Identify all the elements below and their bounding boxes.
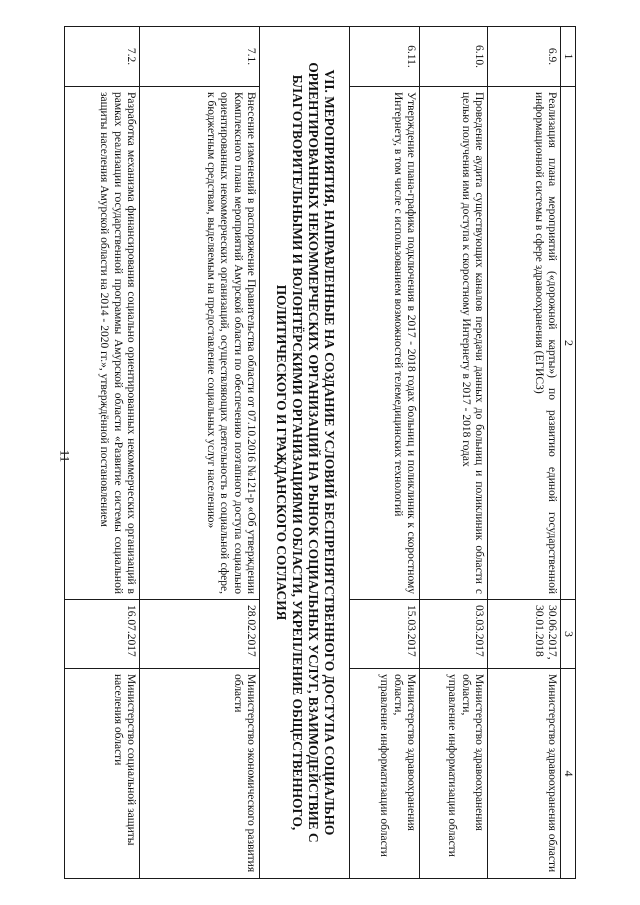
- event-description: Разработка механизма финансирования социально ориентированных некоммерческих организаций в рамках реализации государственной программы Амурской области «Развитие системы социальной защиты населения Амурской области на 2014 - 2020 гг.», утверждённой постановлением: [65, 87, 140, 600]
- row-number: 7.1.: [140, 27, 260, 87]
- event-description: Утверждение плана-графика подключения в 2017 - 2018 годах больниц и поликлиник к скоростному Интернету, в том числе с использованием возможностей телемедицинских технологий: [350, 87, 420, 600]
- header-cell: 3: [561, 600, 576, 669]
- header-row: [561, 27, 576, 879]
- row-number: 6.10.: [420, 27, 488, 87]
- row-number: 6.9.: [488, 27, 561, 87]
- responsible-line: Министерство здравоохранения области,: [391, 674, 418, 831]
- responsible-line: Министерство здравоохранения области,: [459, 674, 486, 831]
- header-cell: 1: [561, 27, 576, 87]
- responsible-line: управление информатизации области: [378, 674, 391, 857]
- table-row: [140, 27, 260, 879]
- deadline: 16.07.2017: [65, 600, 140, 669]
- responsible-line: управление информатизации области: [446, 674, 459, 857]
- table-row: [350, 27, 420, 879]
- table-row: [65, 27, 140, 879]
- responsible-line: Министерство здравоохранения области: [546, 674, 559, 873]
- event-description: Внесение изменений в распоряжение Правительства области от 07.10.2016 №121-р «Об утверждении Комплексного плана мероприятий Амурской области по обеспечению поэтапного доступа социально ориентированных некоммерческих организаций, осуществляющих деятельность в социальной сфере, к бюджетным средствам, выделяемым на предоставление социальных услуг населению»: [140, 87, 260, 600]
- page-number: 11: [57, 449, 73, 463]
- deadline: 28.02.2017: [140, 600, 260, 669]
- header-cell: 2: [561, 87, 576, 600]
- row-number: 6.11.: [350, 27, 420, 87]
- deadline: 03.03.2017: [420, 600, 488, 669]
- responsible: [350, 669, 420, 879]
- event-description: Реализация плана мероприятий («дорожной карты») по развитию единой государственной информационной системы в сфере здравоохранения (ЕГИСЗ): [488, 87, 561, 600]
- responsible-line: Министерство экономического развития области: [231, 674, 258, 873]
- table-row: [488, 27, 561, 879]
- section-heading: VII. МЕРОПРИЯТИЯ, НАПРАВЛЕННЫЕ НА СОЗДАНИЕ УСЛОВИЙ БЕСПРЕПЯТСТВЕННОГО ДОСТУПА СОЦИАЛЬНО ОРИЕНТИРОВАННЫХ НЕКОММЕРЧЕСКИХ ОРГАНИЗАЦИЙ НА РЫНОК СОЦИАЛЬНЫХ УСЛУГ, ВЗАИМОДЕЙСТВИЕ С БЛАГОТВОРИТЕЛЬНЫМИ И ВОЛОНТЁРСКИМИ ОРГАНИЗАЦИЯМИ ОБЛАСТИ, УКРЕПЛЕНИЕ ОБЩЕСТВЕННОГО, ПОЛИТИЧЕСКОГО И ГРАЖДАНСКОГО СОГЛАСИЯ: [260, 27, 350, 879]
- events-table: [64, 26, 576, 879]
- responsible-line: Министерство социальной защиты населения области: [111, 674, 138, 846]
- table-row: [420, 27, 488, 879]
- responsible: [420, 669, 488, 879]
- responsible: [140, 669, 260, 879]
- section-row: [260, 27, 350, 879]
- row-number: 7.2.: [65, 27, 140, 87]
- deadline: 15.03.2017: [350, 600, 420, 669]
- deadline: 30.06.2017, 30.01.2018: [488, 600, 561, 669]
- responsible: [65, 669, 140, 879]
- event-description: Проведение аудита существующих каналов передачи данных до больниц и поликлиник области с целью получения ими доступа к скоростному Интернету в 2017 - 2018 годах: [420, 87, 488, 600]
- rotated-page: [64, 26, 576, 878]
- responsible: [488, 669, 561, 879]
- header-cell: 4: [561, 669, 576, 879]
